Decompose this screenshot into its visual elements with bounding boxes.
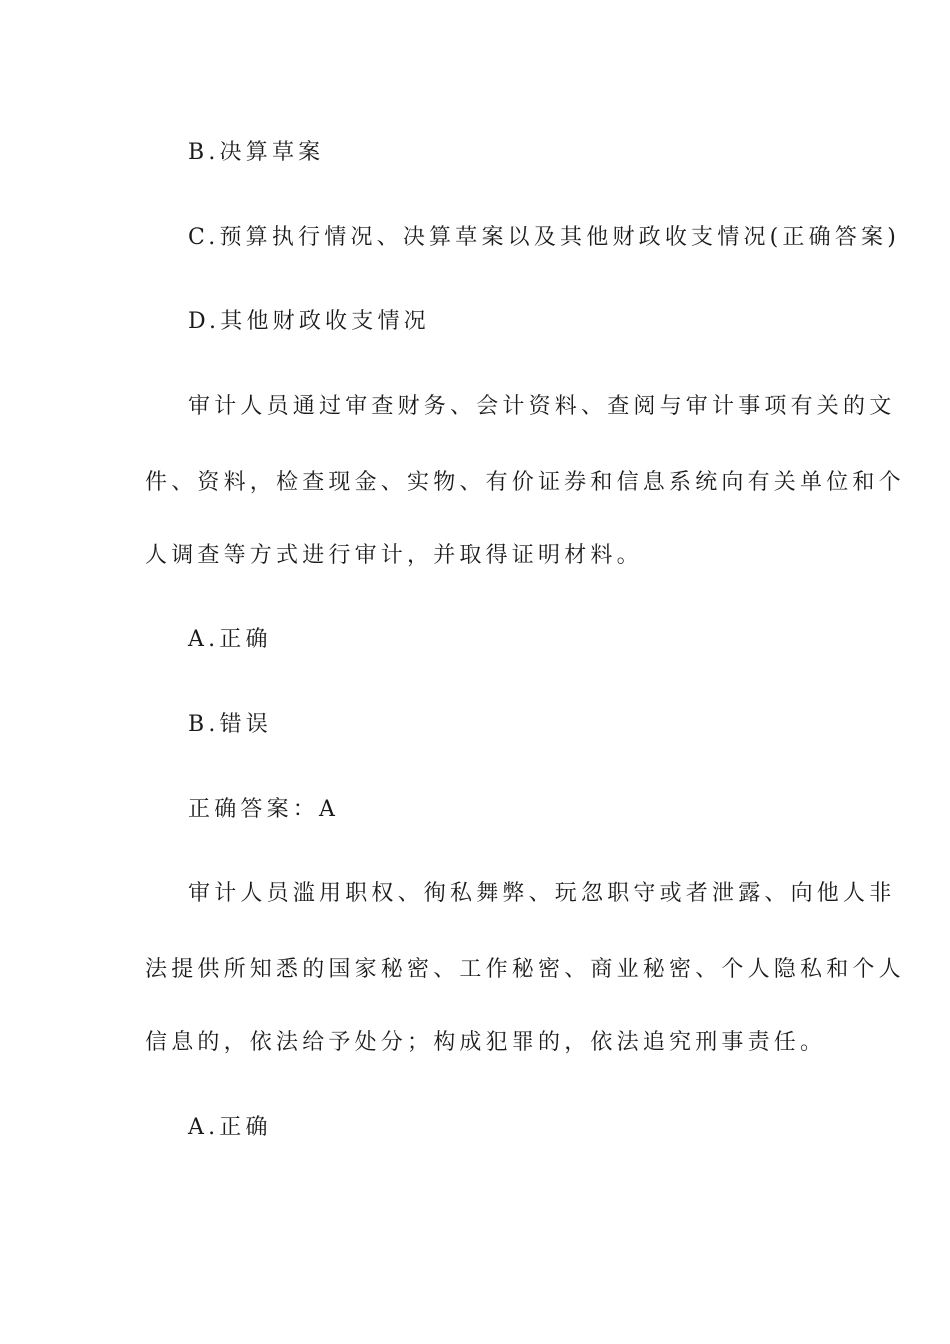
q1-option-d: D.其他财政收支情况	[188, 309, 430, 334]
q3-text-line-2: 法提供所知悉的国家秘密、工作秘密、商业秘密、个人隐私和个人	[145, 957, 905, 982]
q3-text-line-3: 信息的，依法给予处分；构成犯罪的，依法追究刑事责任。	[145, 1030, 827, 1055]
q3-option-a: A.正确	[188, 1115, 272, 1140]
q2-answer: 正确答案：A	[188, 797, 340, 822]
q2-text-line-2: 件、资料，检查现金、实物、有价证券和信息系统向有关单位和个	[145, 470, 905, 495]
q3-text-line-1: 审计人员滥用职权、徇私舞弊、玩忽职守或者泄露、向他人非	[188, 881, 896, 906]
q2-option-b: B.错误	[188, 712, 272, 737]
q1-option-c: C.预算执行情况、决算草案以及其他财政收支情况(正确答案)	[188, 225, 901, 250]
q1-option-b: B.决算草案	[188, 140, 325, 165]
q2-text-line-1: 审计人员通过审查财务、会计资料、查阅与审计事项有关的文	[188, 394, 896, 419]
q2-option-a: A.正确	[188, 627, 272, 652]
q2-text-line-3: 人调查等方式进行审计，并取得证明材料。	[145, 543, 643, 568]
